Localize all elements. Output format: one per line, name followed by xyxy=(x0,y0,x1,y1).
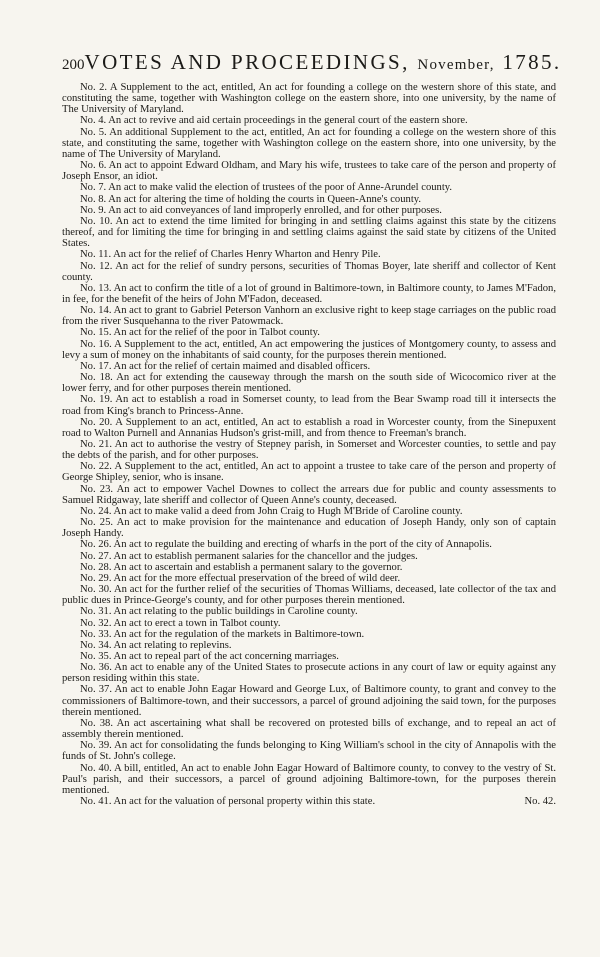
act-entry: No. 16. A Supplement to the act, entitled, An act empowering the justices of Montgomery county, to assess and levy a sum of money on the inhabitants of said county, for the purposes therein mentioned. xyxy=(62,338,556,361)
page-footer xyxy=(62,796,556,807)
act-entry: No. 32. An act to erect a town in Talbot county. xyxy=(80,617,281,629)
act-entry: No. 15. An act for the relief of the poor in Talbot county. xyxy=(80,327,320,339)
act-entry: No. 35. An act to repeal part of the act concerning marriages. xyxy=(80,650,339,662)
act-entry: No. 39. An act for consolidating the funds belonging to King William's school in the city of Annapolis with the funds of St. John's college. xyxy=(62,740,556,763)
act-entry: No. 25. An act to make provision for the maintenance and education of Joseph Handy, only son of captain Joseph Handy. xyxy=(62,517,556,540)
act-entry: No. 19. An act to establish a road in Somerset county, to lead from the Bear Swamp road till it intersects the road from King's branch to Princess-Anne. xyxy=(62,394,556,417)
page-title xyxy=(85,50,562,75)
act-entry: No. 21. An act to authorise the vestry of Stepney parish, in Somerset and Worcester counties, to settle and pay the debts of the parish, and for other purposes. xyxy=(62,439,556,462)
act-entry: No. 40. A bill, entitled, An act to enable John Eagar Howard of Baltimore county, to convey to the vestry of St. Paul's parish, and their successors, a parcel of ground adjoining Baltimore-town, for the purposes therein mentioned. xyxy=(62,762,556,796)
act-entry: No. 27. An act to establish permanent salaries for the chancellor and the judges. xyxy=(80,550,418,562)
act-entry: No. 34. An act relating to replevins. xyxy=(80,639,232,651)
act-entry: No. 8. An act for altering the time of holding the courts in Queen-Anne's county. xyxy=(80,193,422,205)
final-act-line: No. 41. An act for the valuation of personal property within this state. xyxy=(80,796,376,807)
act-entry: No. 23. An act to empower Vachel Downes to collect the arrears due for public and county assessments to Samuel Ridgaway, late sheriff and collector of Queen Anne's county, deceased. xyxy=(62,483,556,506)
running-header xyxy=(62,50,562,74)
act-entry: No. 18. An act for extending the causeway through the marsh on the south side of Wicocomico river at the lower ferry, and for other purposes therein mentioned. xyxy=(62,372,556,395)
act-entry: No. 2. A Supplement to the act, entitled, An act for founding a college on the western shore of this state, and constituting the same, together with Washington college on the eastern shore, into one university, by the name of The University of Maryland. xyxy=(62,82,556,116)
act-entry: No. 31. An act relating to the public buildings in Caroline county. xyxy=(80,606,358,618)
title-month: November, xyxy=(417,57,495,73)
act-entry: No. 29. An act for the more effectual preservation of the breed of wild deer. xyxy=(80,572,401,584)
act-entry: No. 9. An act to aid conveyances of land improperly enrolled, and for other purposes. xyxy=(80,204,442,216)
act-entry: No. 12. An act for the relief of sundry persons, securities of Thomas Boyer, late sheriff and collector of Kent county. xyxy=(62,260,556,283)
act-entry: No. 24. An act to make valid a deed from John Craig to Hugh M'Bride of Caroline county. xyxy=(80,505,463,517)
act-entry: No. 13. An act to confirm the title of a lot of ground in Baltimore-town, in Baltimore county, to James M'Fadon, in fee, for the benefit of the heirs of John M'Fadon, deceased. xyxy=(62,282,556,305)
act-entry: No. 26. An act to regulate the building and erecting of wharfs in the port of the city of Annapolis. xyxy=(80,539,492,551)
page-number: 200 xyxy=(62,57,85,73)
act-list xyxy=(62,82,556,796)
act-entry: No. 22. A Supplement to the act, entitled, An act to appoint a trustee to take care of the person and property of George Shipley, senior, who is insane. xyxy=(62,461,556,484)
act-entry: No. 37. An act to enable John Eagar Howard and George Lux, of Baltimore county, to grant and convey to the commissioners of Baltimore-town, and their successors, a parcel of ground adjoining the said town, for the purposes therein mentioned. xyxy=(62,684,556,718)
act-entry: No. 30. An act for the further relief of the securities of Thomas Williams, deceased, late collector of the tax and public dues in Prince-George's county, and for other purposes therein mentioned. xyxy=(62,584,556,607)
act-entry: No. 11. An act for the relief of Charles Henry Wharton and Henry Pile. xyxy=(80,249,381,261)
act-entry: No. 10. An act to extend the time limited for bringing in and settling claims against this state by the citizens thereof, and for limiting the time for bringing in and settling claims against the said state by citizens of the United States. xyxy=(62,215,556,250)
act-entry: No. 28. An act to ascertain and establish a permanent salary to the governor. xyxy=(80,561,403,573)
act-entry: No. 38. An act ascertaining what shall be recovered on protested bills of exchange, and to repeal an act of assembly therein mentioned. xyxy=(62,717,556,741)
act-entry: No. 36. An act to enable any of the United States to prosecute actions in any court of law or equity against any person residing within this state. xyxy=(62,662,556,685)
title-year: 1785. xyxy=(502,50,562,74)
act-entry: No. 20. A Supplement to an act, entitled, An act to establish a road in Worcester county, from the Sinepuxent road to Walton Purnell and Annanias Hudson's grist-mill, and from thence to Freeman's branch. xyxy=(62,416,556,439)
act-entry: No. 4. An act to revive and aid certain proceedings in the general court of the eastern shore. xyxy=(80,115,468,127)
act-entry: No. 17. An act for the relief of certain maimed and disabled officers. xyxy=(80,360,371,372)
act-entry: No. 6. An act to appoint Edward Oldham, and Mary his wife, trustees to take care of the person and property of Joseph Ensor, an idiot. xyxy=(62,160,556,183)
title-main: VOTES AND PROCEEDINGS, xyxy=(84,50,410,74)
act-entry: No. 14. An act to grant to Gabriel Peterson Vanhorn an exclusive right to keep stage carriages on the public road from the river Susquehanna to the river Patowmack. xyxy=(62,305,556,328)
act-entry: No. 5. An additional Supplement to the act, entitled, An act for founding a college on the western shore of this state, and constituting the same, together with Washington college on the eastern shore, into one university, by the name of The University of Maryland. xyxy=(62,126,556,160)
act-entry: No. 7. An act to make valid the election of trustees of the poor of Anne-Arundel county. xyxy=(80,182,453,194)
act-entry: No. 33. An act for the regulation of the markets in Baltimore-town. xyxy=(80,628,365,640)
catchword: No. 42. xyxy=(524,796,556,807)
